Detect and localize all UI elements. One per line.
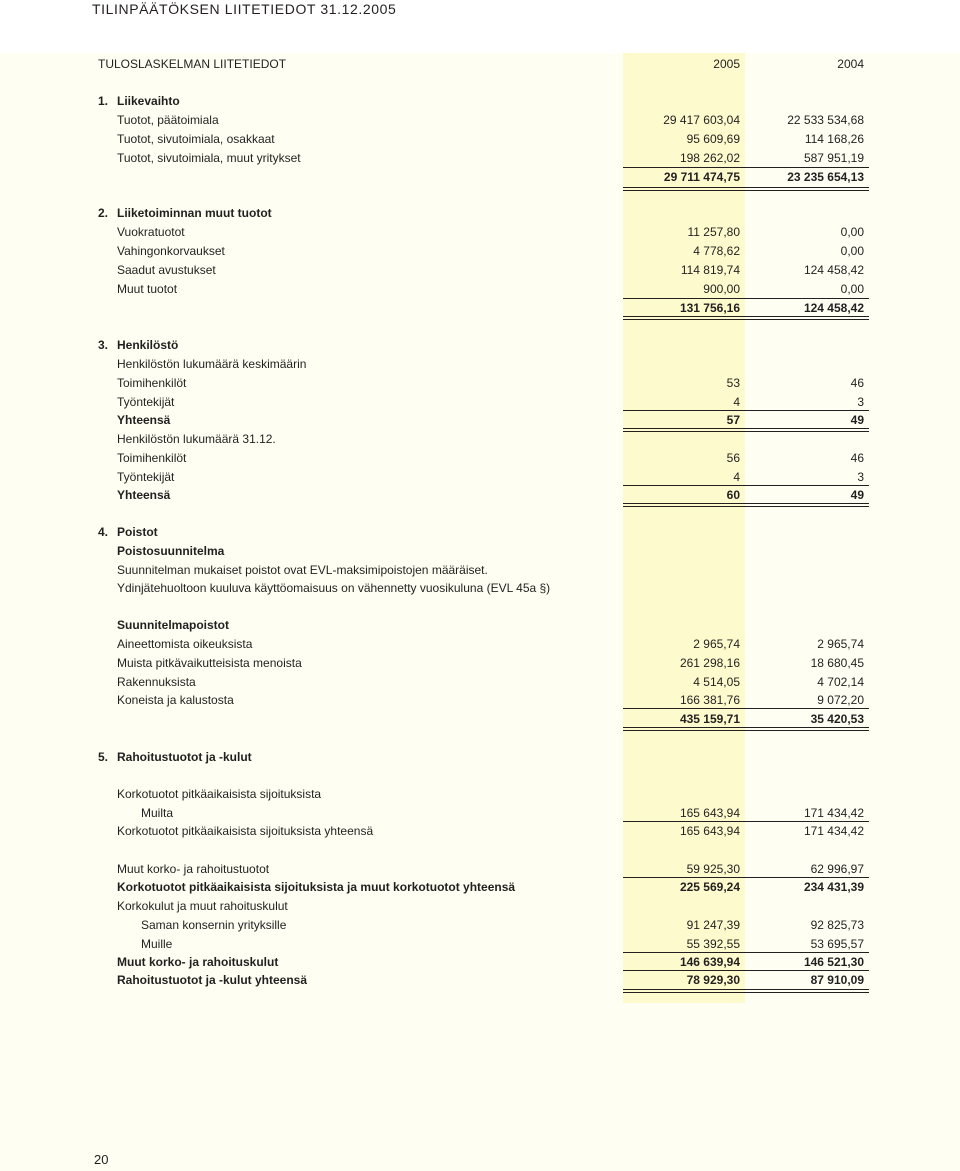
value-2005: 166 381,76 (679, 693, 740, 707)
total-row (0, 878, 960, 897)
section-3-heading (0, 336, 960, 355)
table-row (0, 635, 960, 654)
value-2005: 225 569,24 (679, 880, 740, 894)
double-underline (623, 989, 869, 993)
value-2005: 198 262,02 (679, 151, 740, 165)
value-2004: 171 434,42 (803, 824, 864, 838)
table-row (0, 449, 960, 468)
double-underline (623, 503, 869, 507)
total-row (0, 168, 960, 187)
section-number: 4. (98, 525, 109, 539)
value-2004: 0,00 (840, 244, 864, 258)
row-label: Rakennuksista (117, 675, 196, 689)
value-2005: 2 965,74 (693, 637, 740, 651)
table-row (0, 261, 960, 280)
total-2005: 57 (726, 413, 740, 427)
row-label: Muilta (141, 806, 174, 820)
value-2005: 261 298,16 (679, 656, 740, 670)
row-label: Muut korko- ja rahoitustuotot (117, 862, 270, 876)
row-label: Suunnitelman mukaiset poistot ovat EVL-maksimipoistojen määräiset. (117, 563, 488, 577)
total-2005: 60 (726, 488, 740, 502)
table-row (0, 223, 960, 242)
page-title: TILINPÄÄTÖKSEN LIITETIEDOT 31.12.2005 (92, 1, 397, 17)
table-row (0, 111, 960, 130)
value-2005: 91 247,39 (686, 918, 740, 932)
section-title: Henkilöstö (117, 338, 179, 352)
value-2005: 53 (726, 376, 740, 390)
page-number: 20 (94, 1152, 109, 1167)
row-label: Saman konsernin yrityksille (141, 918, 287, 932)
value-2005: 4 514,05 (693, 675, 740, 689)
value-2005: 114 819,74 (680, 263, 740, 277)
value-2004: 18 680,45 (810, 656, 864, 670)
total-2004: 49 (850, 413, 864, 427)
table-header-row (0, 55, 960, 74)
row-label: Henkilöstön lukumäärä keskimäärin (117, 357, 307, 371)
year-2005-header: 2005 (713, 57, 740, 71)
row-label: Saadut avustukset (117, 263, 216, 277)
value-2004: 46 (850, 376, 864, 390)
grand-total-row (0, 971, 960, 990)
value-2004: 0,00 (840, 225, 864, 239)
table-row (0, 280, 960, 299)
total-2005: 78 929,30 (686, 973, 740, 987)
subsection-title (0, 355, 960, 374)
section-4-heading (0, 523, 960, 542)
note-text (0, 561, 960, 580)
note-text (0, 579, 960, 598)
row-label: Korkotuotot pitkäaikaisista sijoituksista (117, 787, 322, 801)
section-2-heading (0, 204, 960, 223)
table-row (0, 242, 960, 261)
section-title: Liiketoiminnan muut tuotot (117, 206, 272, 220)
value-2004: 2 965,74 (817, 637, 864, 651)
value-2005: 55 392,55 (686, 937, 740, 951)
row-label: Vahingonkorvaukset (117, 244, 225, 258)
value-2004: 53 695,57 (810, 937, 864, 951)
value-2004: 3 (857, 470, 864, 484)
total-2004: 35 420,53 (810, 712, 864, 726)
row-label: Poistosuunnitelma (117, 544, 225, 558)
value-2004: 587 951,19 (803, 151, 864, 165)
row-label: Yhteensä (117, 488, 171, 502)
value-2004: 9 072,20 (817, 693, 864, 707)
value-2004: 3 (857, 395, 864, 409)
total-2005: 29 711 474,75 (663, 170, 740, 184)
row-label: Yhteensä (117, 413, 171, 427)
section-number: 3. (98, 338, 109, 352)
row-label: Muille (141, 937, 173, 951)
row-label: Tuotot, sivutoimiala, muut yritykset (117, 151, 301, 165)
value-2004: 22 533 534,68 (787, 113, 864, 127)
value-2004: 234 431,39 (803, 880, 864, 894)
section-title: Poistot (117, 525, 158, 539)
value-2005: 95 609,69 (686, 132, 740, 146)
total-2004: 49 (850, 488, 864, 502)
row-label: Muista pitkävaikutteisista menoista (117, 656, 302, 670)
table-row (0, 916, 960, 935)
total-2005: 435 159,71 (679, 712, 740, 726)
value-2005: 29 417 603,04 (663, 113, 740, 127)
row-label: Koneista ja kalustosta (117, 693, 234, 707)
total-2004: 23 235 654,13 (787, 170, 864, 184)
row-label: Rahoitustuotot ja -kulut yhteensä (117, 973, 308, 987)
table-row (0, 673, 960, 692)
value-2004: 171 434,42 (803, 806, 864, 820)
subsection-title (0, 430, 960, 449)
section-1-heading (0, 92, 960, 111)
value-2005: 56 (726, 451, 740, 465)
table-title: TULOSLASKELMAN LIITETIEDOT (98, 57, 287, 71)
table-row (0, 822, 960, 841)
total-2004: 87 910,09 (810, 973, 864, 987)
table-row (0, 374, 960, 393)
value-2005: 900,00 (703, 282, 740, 296)
row-label: Suunnitelmapoistot (117, 618, 229, 632)
value-2005: 4 778,62 (693, 244, 740, 258)
table-row (0, 654, 960, 673)
row-label: Aineettomista oikeuksista (117, 637, 253, 651)
value-2005: 4 (733, 470, 740, 484)
table-row (0, 897, 960, 916)
double-underline (623, 187, 869, 191)
section-number: 5. (98, 750, 109, 764)
section-number: 2. (98, 206, 109, 220)
double-underline (623, 316, 869, 320)
row-label: Korkotuotot pitkäaikaisista sijoituksista yhteensä (117, 824, 374, 838)
row-label: Henkilöstön lukumäärä 31.12. (117, 432, 276, 446)
double-underline (623, 727, 869, 731)
year-2004-header: 2004 (837, 57, 864, 71)
total-2004: 124 458,42 (803, 301, 864, 315)
section-5-heading (0, 748, 960, 767)
table-row (0, 149, 960, 168)
value-2004: 62 996,97 (810, 862, 864, 876)
value-2004: 46 (850, 451, 864, 465)
value-2005: 59 925,30 (686, 862, 740, 876)
value-2005: 11 257,80 (687, 225, 740, 239)
value-2005: 165 643,94 (679, 824, 740, 838)
row-label: Muut tuotot (117, 282, 178, 296)
value-2004: 114 168,26 (804, 132, 864, 146)
section-title: Rahoitustuotot ja -kulut (117, 750, 252, 764)
row-label: Tuotot, päätoimiala (117, 113, 219, 127)
divider (623, 708, 869, 709)
section-title: Liikevaihto (117, 94, 180, 108)
row-label: Korkotuotot pitkäaikaisista sijoituksista ja muut korkotuotot yhteensä (117, 880, 516, 894)
section-number: 1. (98, 94, 109, 108)
subsection-title (0, 616, 960, 635)
table-row (0, 130, 960, 149)
value-2005: 4 (733, 395, 740, 409)
value-2005: 146 639,94 (679, 955, 740, 969)
row-label: Korkokulut ja muut rahoituskulut (117, 899, 288, 913)
value-2004: 4 702,14 (817, 675, 864, 689)
row-label: Työntekijät (117, 470, 175, 484)
value-2004: 146 521,30 (803, 955, 864, 969)
subsection-title (0, 542, 960, 561)
row-label: Vuokratuotot (117, 225, 185, 239)
value-2004: 124 458,42 (803, 263, 864, 277)
value-2004: 92 825,73 (810, 918, 864, 932)
value-2004: 0,00 (840, 282, 864, 296)
value-2005: 165 643,94 (679, 806, 740, 820)
row-label: Toimihenkilöt (117, 451, 187, 465)
row-label: Työntekijät (117, 395, 175, 409)
page-header (0, 0, 960, 53)
row-label: Muut korko- ja rahoituskulut (117, 955, 279, 969)
row-label: Ydinjätehuoltoon kuuluva käyttöomaisuus on vähennetty vuosikuluna (EVL 45a §) (117, 581, 551, 595)
table-row (0, 785, 960, 804)
total-2005: 131 756,16 (679, 301, 740, 315)
row-label: Toimihenkilöt (117, 376, 187, 390)
row-label: Tuotot, sivutoimiala, osakkaat (117, 132, 275, 146)
